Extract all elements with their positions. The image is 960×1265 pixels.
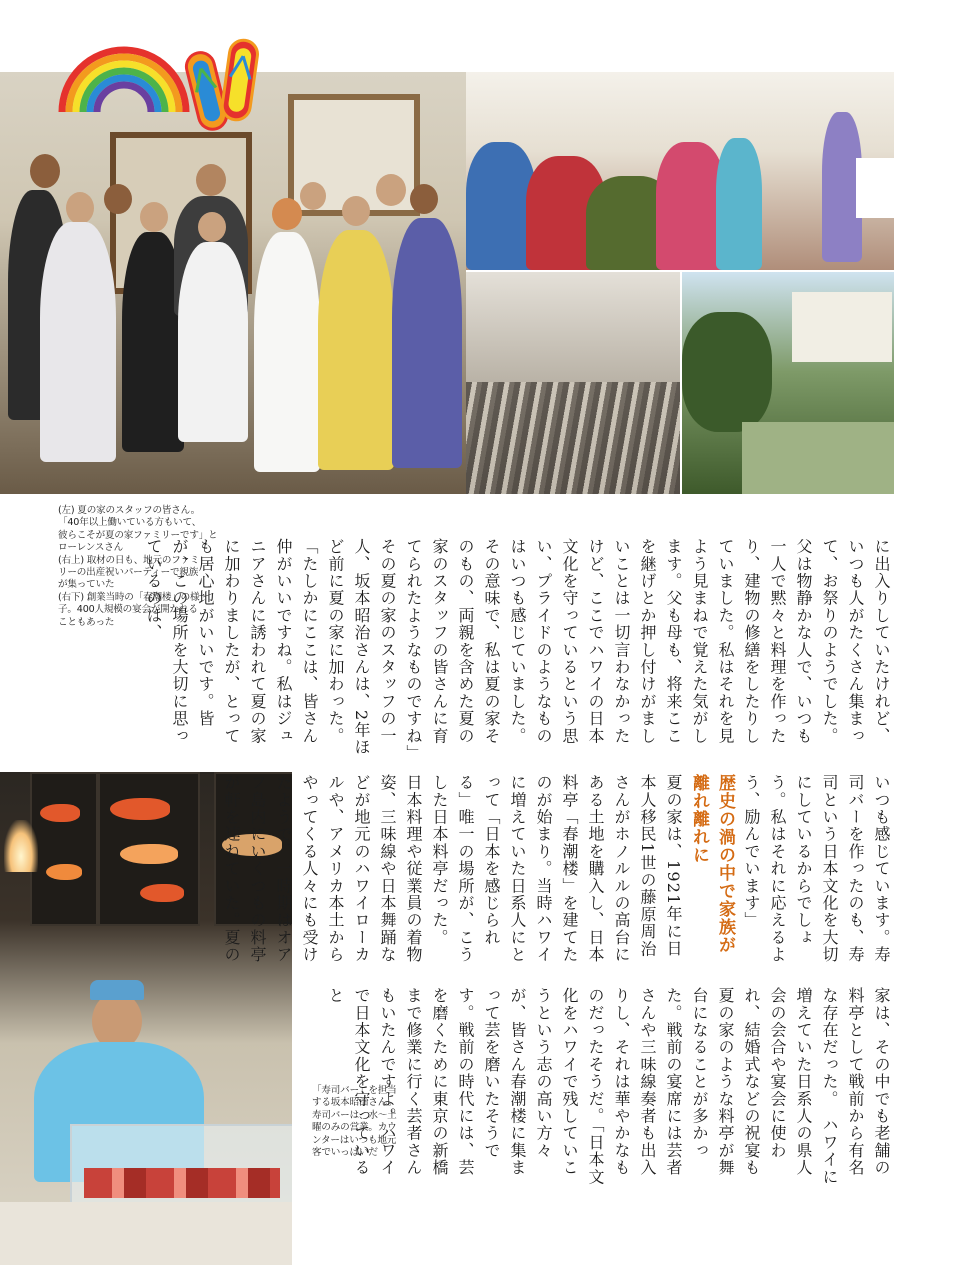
caption-line: (右下) 創業当時の「春潮楼」の様	[58, 591, 200, 603]
koi-painting-center	[98, 772, 200, 926]
caption-line: 子。400人規模の宴会が開かれる	[58, 604, 198, 616]
article-paragraph: 家は、その中でも老舗の料亭として戦前から有名な存在だった。 ハワイに増えていた日系人の県人会の会合や宴会に使われ、結婚式などの祝宴も夏の家のような料亭が舞台になることが多かった。戦前の宴席には芸者さんや三味線奏者も出入りし、それは華やかなものだったそうだ。「日本文化をハワイで残していこうという志の高い方々が、皆さん春潮楼に集まって芸を磨いたそうです。戦前の時代には、芸を磨くために東京の新橋まで修業に行く芸者さんもいたんですよ。ハワイで日本文化を守っていると	[326, 987, 891, 1186]
caption-line: が集っていた	[58, 579, 115, 591]
caption-line: 「寿司バー」を担当	[312, 1085, 397, 1096]
caption-line: 客でいっぱいだ	[312, 1147, 378, 1159]
article-block-top	[144, 538, 894, 771]
historic-garden-photo	[682, 272, 894, 494]
caption-line: ローレンスさん	[58, 542, 124, 554]
party-photo	[466, 72, 894, 270]
caption-line: リーの出産祝いパーティーで親族	[58, 567, 199, 579]
caption-line: 寿司バーは、水〜土	[312, 1109, 397, 1121]
article-paragraph: 夏の家は、1921年に日本人移民1世の藤原周治さんがホノルルの高台にある土地を購入し、日本料亭「春潮楼」を建てたのが始まり。当時ハワイに増えていた日系人にとって「日本を感じられる」唯一の場所が、こうした日本料亭だった。 日本料理や従業員の着物姿、三味線や日本舞踊などが地元のハワイローカルや、アメリカ本土からやってくる人々にも受けたようで、一時期はオアフ島内にいくつもの料亭が軒を連ねていた。夏の	[222, 774, 683, 964]
caption-line: 曜のみの営業。カウ	[312, 1122, 397, 1134]
caption-line: (左) 夏の家のスタッフの皆さん。	[58, 505, 201, 516]
historic-banquet-photo	[466, 272, 680, 494]
caption-line: こともあった	[58, 616, 115, 628]
caption-line: (右上) 取材の日も、地元のファミ	[58, 554, 200, 566]
caption-line: 彼らこそが夏の家ファミリーです」と	[58, 529, 218, 541]
koi-painting-left	[30, 772, 98, 926]
article-paragraph: に出入りしていたけれど、いつも人がたくさん集まって、お祭りのようでした。父は物静かな人で、いつも一人で黙々と料理を作ったり、建物の修繕をしたりしていました。私はそれを見よう見まねで覚えた気がします。父も母も、将来ここを継げとか押し付けがましいことは一切言わなかったけど、ここでハワイの日本文化を守っているという思い、プライドのようなものはいつも感じていました。その意味で、私は夏の家そのもの、両親を含めた夏の家のスタッフの皆さんに育てられたようなものですね」 その夏の家のスタッフの一人、坂本昭治さんは、2年ほど前に夏の家に加わった。「たしかにここは、皆さん仲がいいですね。私はジュニアさんに誘われて夏の家に加わりましたが、とっても居心地がいいです。皆が、この場所を大切に思っているのは、	[144, 538, 891, 771]
caption-line: 「40年以上働いている方もいて、	[58, 517, 202, 529]
pendant-lamp	[4, 820, 38, 872]
caption-line: する坂本昭治さん。	[312, 1097, 398, 1109]
rainbow-sandals-logo-icon	[54, 34, 264, 139]
section-heading: 歴史の渦の中で家族が離れ離れに	[689, 774, 735, 954]
article-block-middle	[222, 774, 894, 969]
article-paragraph: いつも感じています。寿司バーを作ったのも、寿司という日本文化を大切にしているからでしょう。私はそれに応えるよう、励んでいます」	[742, 774, 891, 964]
caption-line: ンターはいつも地元	[312, 1134, 397, 1146]
